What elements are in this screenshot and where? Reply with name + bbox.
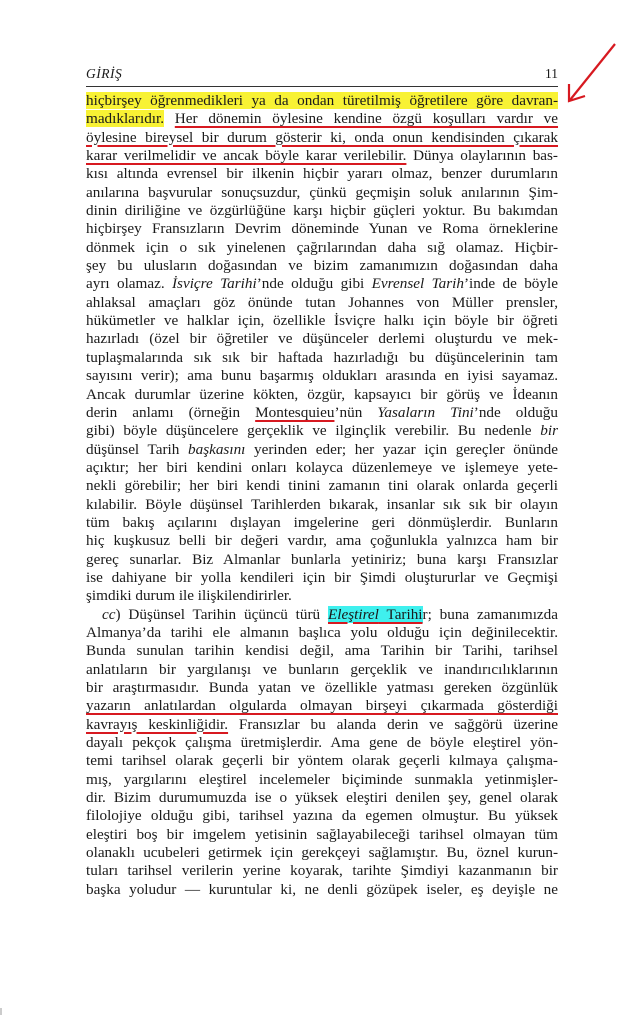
text-line (86, 330, 558, 348)
text-line (86, 202, 558, 220)
body-text (86, 92, 558, 899)
edge-mark (0, 1008, 2, 1015)
text-segment: r; buna zamanımızda (422, 605, 558, 623)
text-segment: olanaklı ucubeleri getirmek için gerekçeyi sağlamıştır. Bu, öznel kurun- (86, 844, 558, 862)
text-line (86, 514, 558, 532)
underlined-text: öylesine bireysel bir durum gösterir ki, onda onun kendisinden çıkarak (86, 128, 558, 146)
text-segment: ’nde olduğu (473, 403, 558, 421)
text-line (86, 807, 558, 825)
text-segment: Dünya olaylarının bas- (406, 147, 558, 165)
text-segment: hazırladı (özel bir öğretiler ve düşünceler derlemi oluşturdu ve mek- (86, 330, 558, 348)
text-segment: tüm bakış açılarını dışlayan imgelerine geri dönmüşlerdir. Bunların (86, 513, 558, 531)
text-segment: düşünsel Tarih (86, 440, 188, 458)
highlighted-text: Eleştirel (328, 605, 379, 623)
text-segment: mış, yargılarını eleştirel incelemeler biçiminde sunmakla yetinmişler- (86, 770, 558, 788)
italic-text: Evrensel Tarih (371, 275, 464, 293)
text-line (86, 367, 558, 385)
text-line (86, 312, 558, 330)
text-segment: ’inde de böyle (463, 275, 558, 293)
text-line (86, 184, 558, 202)
text-line (86, 147, 558, 165)
text-segment: anlatıların bir yargılanışı ve bunların gerçeklik ve inandırıcılıklarının (86, 660, 558, 678)
text-segment (164, 110, 175, 127)
text-segment: gibi) böyle düşüncelere gerçeklik ve ilginçlik verebilir. Bu nedenle (86, 422, 541, 440)
text-segment: dayalı pekçok çalışma üretmişlerdir. Ama gene de böyle eleştirel yön- (86, 734, 558, 752)
text-segment: hükümetler ve halklar için, özellikle İsviçre halkı için böyle bir öğreti (86, 312, 558, 330)
text-line (86, 697, 558, 715)
text-line (86, 716, 558, 734)
text-segment: eleştiri boş bir imgelem yetisinin sağlayabileceği tarihsel olmayan tüm (86, 825, 558, 843)
text-segment: sayısını verir); ama bunu başarmış oldukları arasında en iyisi sayamaz. (86, 367, 558, 385)
text-segment: temi tarihsel olarak geçerli bir yöntem olarak geçerli kılmaya çalışma- (86, 752, 558, 770)
chapter-title: GİRİŞ (86, 66, 123, 81)
text-segment: ahlaksal amaçları göz önünde tutan Johannes von Müller prensler, (86, 293, 558, 311)
text-segment: dir. Bizim durumumuzda ise o yüksek eleştiri denilen şey, genel olarak (86, 789, 558, 807)
page-number: 11 (545, 66, 558, 81)
text-segment: gereç sunarlar. Biz Almanlar bunlarla yetiniriz; buna karşı Fransızlar (86, 550, 558, 568)
text-segment: ’nde olduğu gibi (256, 275, 372, 293)
annotation-arrow-icon (560, 40, 620, 110)
italic-text: bir (540, 422, 558, 440)
italic-text: başkasını (188, 440, 246, 458)
underlined-text: karar verilmelidir ve ancak böyle karar verilebilir. (86, 147, 407, 165)
text-segment: açıktır; her biri kendini onları kolayca düzenlemeye ve işlemeye yete- (86, 458, 558, 476)
text-line (86, 862, 558, 880)
italic-text: Yasaların Tini (377, 403, 474, 421)
text-line (86, 771, 558, 789)
text-segment: hiçbirşey Fransızların Devrim döneminde Yunan ve Roma örneklerine (86, 220, 558, 238)
text-segment: kılabilir. Böyle düşünsel Tarihlerden bıkarak, insanlar sık sık bir olayın (86, 495, 558, 513)
text-line (86, 661, 558, 679)
text-segment: filolojiye olduğu gibi, tarihsel yazına da egemen olmuştur. Bu yüksek (86, 807, 558, 825)
text-line (86, 679, 558, 697)
text-line (86, 459, 558, 477)
text-segment: bir araştırmasıdır. Bunda yatan ve özellikle yatması gereken özgünlük (86, 679, 558, 696)
text-segment: hiç kuşkusuz belli bir değeri vardır, ama çoğunlukla yalnızca ham bir (86, 532, 558, 550)
text-line (86, 551, 558, 569)
text-line (86, 752, 558, 770)
text-line (86, 532, 558, 550)
text-line (86, 606, 558, 624)
text-segment: ) Düşünsel Tarihin üçüncü türü (115, 605, 328, 623)
text-line (86, 386, 558, 404)
text-segment: ’nün (334, 403, 378, 421)
text-line (86, 294, 558, 312)
text-line (86, 92, 558, 110)
text-line (86, 441, 558, 459)
text-line (86, 165, 558, 183)
text-line (86, 422, 558, 440)
text-line (86, 129, 558, 147)
italic-text: cc (102, 605, 116, 623)
text-segment: kısı altında evrensel bir ilkenin hiçbir yararı olmaz, benzer durumların (86, 165, 558, 183)
text-segment: Ancak durumlar üzerine kökten, özgür, kapsayıcı bir görüş ve İdeanın (86, 385, 558, 403)
text-segment: anılarına başvurular sonuçsuzdur, çünkü geçmişin soluk anılarının Şim- (86, 183, 558, 201)
text-line (86, 257, 558, 275)
text-segment: tuplaşmalarında sık sık bir haftada hazırladığı bu düşüncelerinin tam (86, 348, 558, 366)
text-line (86, 496, 558, 514)
text-segment: başka yoludur — kuruntular ki, ne denli gözüpek iseler, eş deyişle ne (86, 880, 558, 898)
text-segment: derin anlamı (örneğin (86, 403, 256, 421)
italic-text: İsviçre Tarihi (172, 275, 257, 293)
text-line (86, 844, 558, 862)
text-segment: tuları tarihsel verilerin yerine koyarak, tarihte Şimdiyi kazanmanın bir (86, 862, 558, 880)
text-line (86, 110, 558, 128)
highlighted-text: hiçbirşey öğrenmedikleri ya da ondan türetilmiş öğretilere göre davran- (86, 92, 558, 109)
text-line (86, 569, 558, 587)
text-line (86, 734, 558, 752)
underlined-text: Her dönemin öylesine kendine özgü koşulları vardır ve (174, 110, 559, 128)
highlighted-text: madıklarıdır. (86, 110, 165, 128)
text-segment: ayrı olamaz. (86, 275, 172, 293)
underlined-text: kavrayış keskinliğidir. (86, 715, 229, 733)
running-header (86, 66, 558, 86)
text-line (86, 642, 558, 660)
text-line (86, 404, 558, 422)
text-segment: Fransızlar bu alanda derin ve sağgörü üzerine (228, 715, 559, 733)
text-segment: dönmek için o sık yinelenen çağrılarından daha sığ olamaz. Hiçbir- (86, 238, 558, 256)
text-line (86, 477, 558, 495)
text-line (86, 789, 558, 807)
text-line (86, 349, 558, 367)
text-line (86, 239, 558, 257)
text-segment: şimdiki durum ile ilişkilendirirler. (86, 587, 292, 605)
text-line (86, 826, 558, 844)
text-segment: Bunda sunulan tarihin kendisi değil, ama Tarihin bir Tarihi, tarihsel (86, 642, 558, 660)
text-segment: yerinden eder; her yazar için gereçler önünde (245, 440, 558, 458)
text-line (86, 220, 558, 238)
text-line (86, 587, 558, 605)
text-line (86, 624, 558, 642)
underlined-text: yazarın anlatılardan olgularda olmayan birşeyi çıkarmada gösterdiği (86, 697, 558, 715)
underlined-text: Montesquieu (255, 403, 335, 421)
text-line (86, 275, 558, 293)
text-line (86, 881, 558, 899)
highlighted-text: Tarihi (378, 605, 423, 623)
text-segment: nekli görebilir; her biri kendi tinini zamanın tini olarak onlarda geçerli (86, 477, 558, 495)
text-segment: dinin diriliğine ve özgürlüğüne karşı hiçbir güçleri yoktur. Bu bakımdan (86, 202, 558, 220)
text-segment: ise dahiyane bir yolla kendileri için bir Şimdi oluştururlar ve Geçmişi (86, 568, 558, 586)
header-rule (86, 86, 558, 87)
text-segment: Almanya’da tarihi ele almanın başlıca yolu olduğu için değinilecektir. (86, 623, 558, 641)
text-segment: şey bu ulusların doğasından ve bizim zamanımızın doğasından daha (86, 257, 558, 275)
